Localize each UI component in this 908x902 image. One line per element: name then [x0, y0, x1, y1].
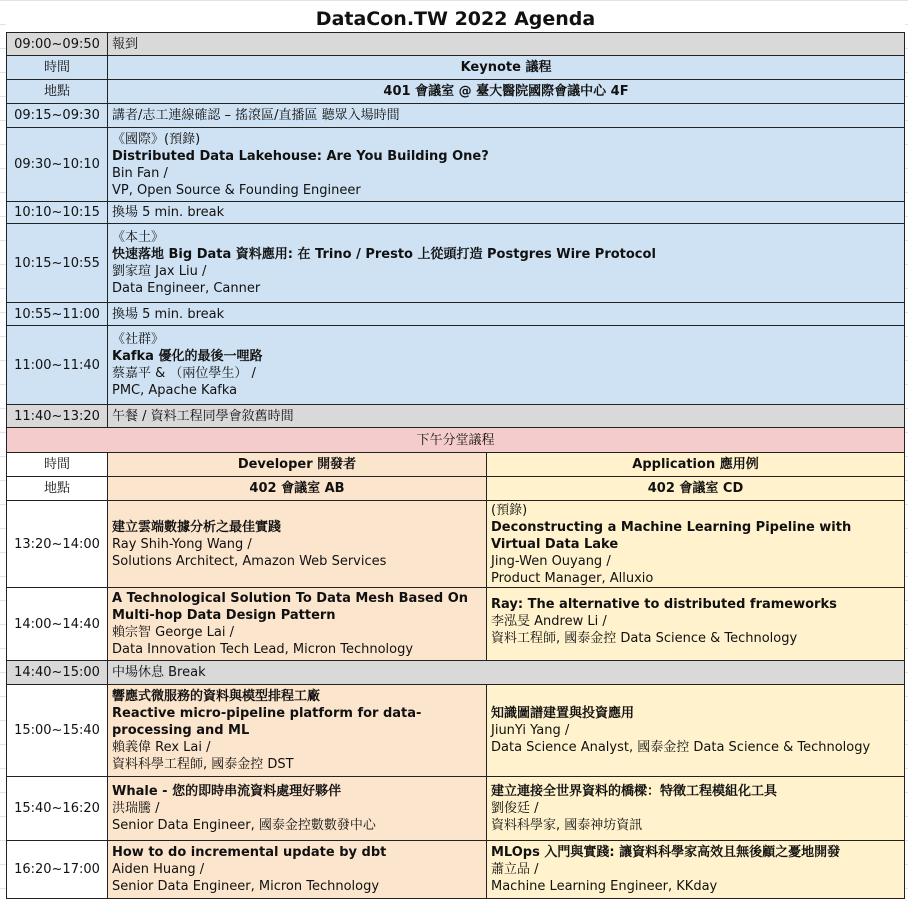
- session-speaker: Jing-Wen Ouyang /: [491, 553, 611, 569]
- session-title: 快速落地 Big Data 資料應用: 在 Trino / Presto 上從頭打造 Postgres Wire Protocol: [112, 247, 656, 262]
- session-role: 資料科學工程師, 國泰金控 DST: [112, 757, 294, 772]
- session-speaker: 賴義偉 Rex Lai /: [112, 740, 211, 755]
- application-session[interactable]: [487, 588, 905, 661]
- table-row: [7, 428, 905, 453]
- venue-label[interactable]: 地點: [7, 80, 108, 104]
- session-speaker: JiunYi Yang /: [491, 723, 570, 738]
- session-title: Kafka 優化的最後一哩路: [112, 349, 263, 364]
- agenda-table: [6, 6, 905, 899]
- session-title-cont: processing and ML: [112, 723, 250, 738]
- time-cell[interactable]: 11:00~11:40: [7, 326, 108, 405]
- session-role: Senior Data Engineer, 國泰金控數數發中心: [112, 818, 376, 833]
- table-row: [7, 661, 905, 685]
- developer-session[interactable]: [108, 685, 487, 777]
- session-speaker: 蕭立品 /: [491, 862, 539, 877]
- table-row: [7, 128, 905, 202]
- session-role: VP, Open Source & Founding Engineer: [112, 182, 361, 198]
- session-title: Reactive micro-pipeline platform for data-: [112, 706, 422, 721]
- session-title: Deconstructing a Machine Learning Pipeline with: [491, 519, 852, 535]
- application-venue[interactable]: 402 會議室 CD: [487, 477, 905, 501]
- venue-label[interactable]: 地點: [7, 477, 108, 501]
- session-tag: (預錄): [491, 502, 528, 518]
- agenda-title: DataCon.TW 2022 Agenda: [7, 6, 905, 33]
- session-speaker: Bin Fan /: [112, 165, 168, 181]
- time-cell[interactable]: 09:15~09:30: [7, 104, 108, 128]
- session-title-cont: Multi-hop Data Design Pattern: [112, 608, 336, 623]
- table-row: [7, 501, 905, 588]
- table-row: [7, 777, 905, 841]
- time-cell[interactable]: 15:00~15:40: [7, 685, 108, 777]
- table-row: [7, 685, 905, 777]
- application-track[interactable]: Application 應用例: [487, 453, 905, 477]
- session-speaker: 李泓旻 Andrew Li /: [491, 614, 607, 629]
- session-title: 建立連接全世界資料的橋樑：特徵工程模組化工具: [491, 784, 778, 799]
- table-row: [7, 405, 905, 428]
- developer-session[interactable]: [108, 841, 487, 899]
- session-title: 知識圖譜建置與投資應用: [491, 706, 635, 721]
- session-role: 資料科學家, 國泰神坊資訊: [491, 818, 643, 833]
- session-role: Solutions Architect, Amazon Web Services: [112, 553, 387, 569]
- time-cell[interactable]: 15:40~16:20: [7, 777, 108, 841]
- session-cell[interactable]: [108, 326, 905, 405]
- time-cell[interactable]: 09:00~09:50: [7, 33, 108, 56]
- application-session[interactable]: [487, 777, 905, 841]
- session-role: 資料工程師, 國泰金控 Data Science & Technology: [491, 631, 798, 646]
- session-role: PMC, Apache Kafka: [112, 383, 238, 398]
- session-speaker: Aiden Huang /: [112, 862, 205, 877]
- table-row: [7, 104, 905, 128]
- time-cell[interactable]: 10:15~10:55: [7, 224, 108, 303]
- application-session[interactable]: [487, 841, 905, 899]
- developer-session[interactable]: [108, 588, 487, 661]
- break-cell[interactable]: 中場休息 Break: [108, 661, 905, 685]
- session-title: 建立雲端數據分析之最佳實踐: [112, 519, 282, 535]
- table-row: [7, 224, 905, 303]
- keynote-venue[interactable]: 401 會議室 @ 臺大醫院國際會議中心 4F: [108, 80, 905, 104]
- session-role: Data Innovation Tech Lead, Micron Technology: [112, 642, 414, 657]
- time-cell[interactable]: 16:20~17:00: [7, 841, 108, 899]
- session-cell[interactable]: [108, 128, 905, 202]
- developer-venue[interactable]: 402 會議室 AB: [108, 477, 487, 501]
- session-role: Data Engineer, Canner: [112, 281, 261, 296]
- time-cell[interactable]: 10:10~10:15: [7, 202, 108, 224]
- time-cell[interactable]: 11:40~13:20: [7, 405, 108, 428]
- session-role: Product Manager, Alluxio: [491, 570, 654, 586]
- session-role: Data Science Analyst, 國泰金控 Data Science & Technology: [491, 740, 871, 755]
- table-row: [7, 841, 905, 899]
- table-row: [7, 326, 905, 405]
- table-row: [7, 33, 905, 56]
- keynote-track[interactable]: Keynote 議程: [108, 56, 905, 80]
- table-row: [7, 56, 905, 80]
- lunch-cell[interactable]: 午餐 / 資料工程同學會敘舊時間: [108, 405, 905, 428]
- event-cell[interactable]: 講者/志工連線確認 – 搖滾區/直播區 聽眾入場時間: [108, 104, 905, 128]
- session-speaker: 劉家瑄 Jax Liu /: [112, 264, 207, 279]
- session-title: Distributed Data Lakehouse: Are You Building One?: [112, 148, 489, 164]
- session-tag: 《國際》(預錄): [112, 131, 201, 147]
- session-speaker: 蔡嘉平 & （兩位學生） /: [112, 366, 256, 381]
- table-row: [7, 477, 905, 501]
- session-speaker: 賴宗智 George Lai /: [112, 625, 234, 640]
- session-tag: 《本土》: [112, 230, 165, 245]
- application-session[interactable]: [487, 685, 905, 777]
- table-row: [7, 588, 905, 661]
- developer-session[interactable]: [108, 777, 487, 841]
- developer-track[interactable]: Developer 開發者: [108, 453, 487, 477]
- table-row: [7, 80, 905, 104]
- time-cell[interactable]: 14:00~14:40: [7, 588, 108, 661]
- application-session[interactable]: [487, 501, 905, 588]
- session-subtitle: 響應式微服務的資料與模型排程工廠: [112, 689, 321, 704]
- table-row: [7, 453, 905, 477]
- time-label[interactable]: 時間: [7, 453, 108, 477]
- time-cell[interactable]: 13:20~14:00: [7, 501, 108, 588]
- afternoon-header[interactable]: 下午分堂議程: [7, 428, 905, 453]
- session-title: How to do incremental update by dbt: [112, 845, 387, 860]
- table-row: [7, 303, 905, 326]
- session-cell[interactable]: [108, 224, 905, 303]
- time-cell[interactable]: 10:55~11:00: [7, 303, 108, 326]
- event-cell[interactable]: 換場 5 min. break: [108, 303, 905, 326]
- table-row: [7, 202, 905, 224]
- time-label[interactable]: 時間: [7, 56, 108, 80]
- session-role: Senior Data Engineer, Micron Technology: [112, 879, 380, 894]
- time-cell[interactable]: 09:30~10:10: [7, 128, 108, 202]
- event-cell[interactable]: 換場 5 min. break: [108, 202, 905, 224]
- session-tag: 《社群》: [112, 332, 165, 347]
- session-role: Machine Learning Engineer, KKday: [491, 879, 718, 894]
- session-title: Whale - 您的即時串流資料處理好夥伴: [112, 784, 342, 799]
- developer-session[interactable]: [108, 501, 487, 588]
- session-title: MLOps 入門與實踐: 讓資料科學家高效且無後顧之憂地開發: [491, 845, 841, 860]
- session-speaker: Ray Shih-Yong Wang /: [112, 536, 252, 552]
- session-speaker: 劉俊廷 /: [491, 801, 539, 816]
- time-cell[interactable]: 14:40~15:00: [7, 661, 108, 685]
- session-title-cont: Virtual Data Lake: [491, 536, 619, 552]
- session-speaker: 洪瑞騰 /: [112, 801, 160, 816]
- checkin-cell[interactable]: 報到: [108, 33, 905, 56]
- session-title: Ray: The alternative to distributed frameworks: [491, 597, 837, 612]
- session-title: A Technological Solution To Data Mesh Based On: [112, 591, 469, 606]
